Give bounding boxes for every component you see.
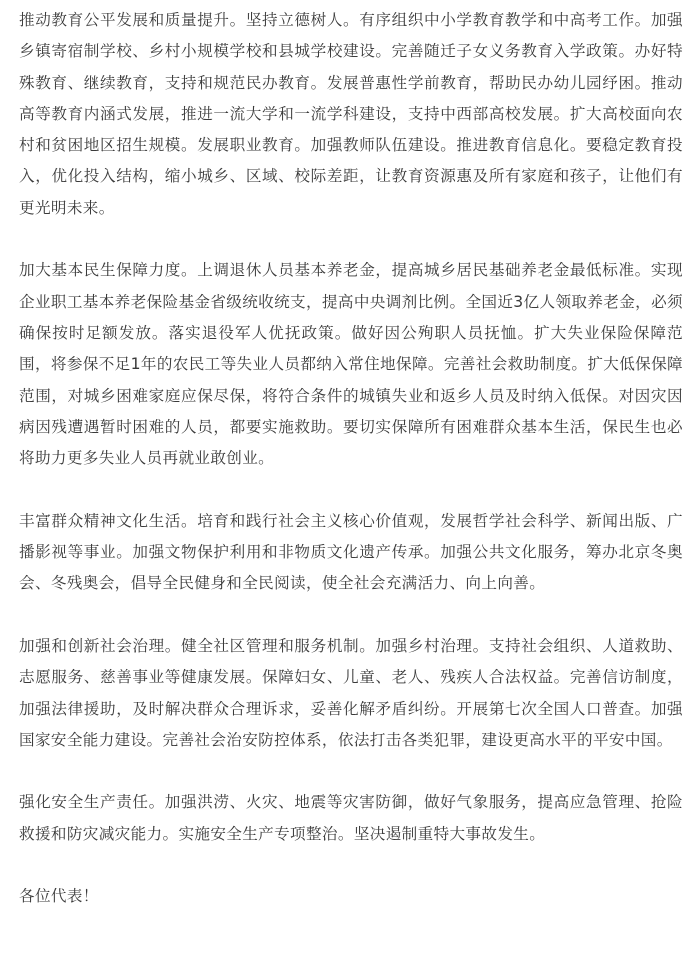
paragraph-social-governance: 加强和创新社会治理。健全社区管理和服务机制。加强乡村治理。支持社会组织、人道救助、志愿服务、慈善事业等健康发展。保障妇女、儿童、老人、残疾人合法权益。完善信访制度，加强法律援助，及时解决群众合理诉求，妥善化解矛盾纠纷。开展第七次全国人口普查。加强国家安全能力建设。完善社会治安防控体系，依法打击各类犯罪，建设更高水平的平安中国。: [19, 636, 683, 749]
article-body: [19, 5, 683, 913]
paragraph-culture: 丰富群众精神文化生活。培育和践行社会主义核心价值观，发展哲学社会科学、新闻出版、广播影视等事业。加强文物保护利用和非物质文化遗产传承。加强公共文化服务，筹办北京冬奥会、冬残奥会，倡导全民健身和全民阅读，使全社会充满活力、向上向善。: [19, 511, 683, 593]
paragraph-livelihood-security: 加大基本民生保障力度。上调退休人员基本养老金，提高城乡居民基础养老金最低标准。实现企业职工基本养老保险基金省级统收统支，提高中央调剂比例。全国近3亿人领取养老金，必须确保按时足额发放。落实退役军人优抚政策。做好因公殉职人员抚恤。扩大失业保险保障范围，将参保不足1年的农民工等失业人员都纳入常住地保障。完善社会救助制度。扩大低保保障范围，对城乡困难家庭应保尽保，将符合条件的城镇失业和返乡人员及时纳入低保。对因灾因病因残遭遇暂时困难的人员，都要实施救助。要切实保障所有困难群众基本生活，保民生也必将助力更多失业人员再就业敢创业。: [19, 261, 683, 468]
paragraph-salutation: 各位代表！: [19, 887, 99, 906]
paragraph-education: 推动教育公平发展和质量提升。坚持立德树人。有序组织中小学教育教学和中高考工作。加强乡镇寄宿制学校、乡村小规模学校和县城学校建设。完善随迁子女义务教育入学政策。办好特殊教育、继续教育，支持和规范民办教育。发展普惠性学前教育，帮助民办幼儿园纾困。推动高等教育内涵式发展，推进一流大学和一流学科建设，支持中西部高校发展。扩大高校面向农村和贫困地区招生规模。发展职业教育。加强教师队伍建设。推进教育信息化。要稳定教育投入，优化投入结构，缩小城乡、区域、校际差距，让教育资源惠及所有家庭和孩子，让他们有更光明未来。: [19, 11, 683, 217]
paragraph-work-safety: 强化安全生产责任。加强洪涝、火灾、地震等灾害防御，做好气象服务，提高应急管理、抢险救援和防灾减灾能力。实施安全生产专项整治。坚决遏制重特大事故发生。: [19, 793, 683, 843]
